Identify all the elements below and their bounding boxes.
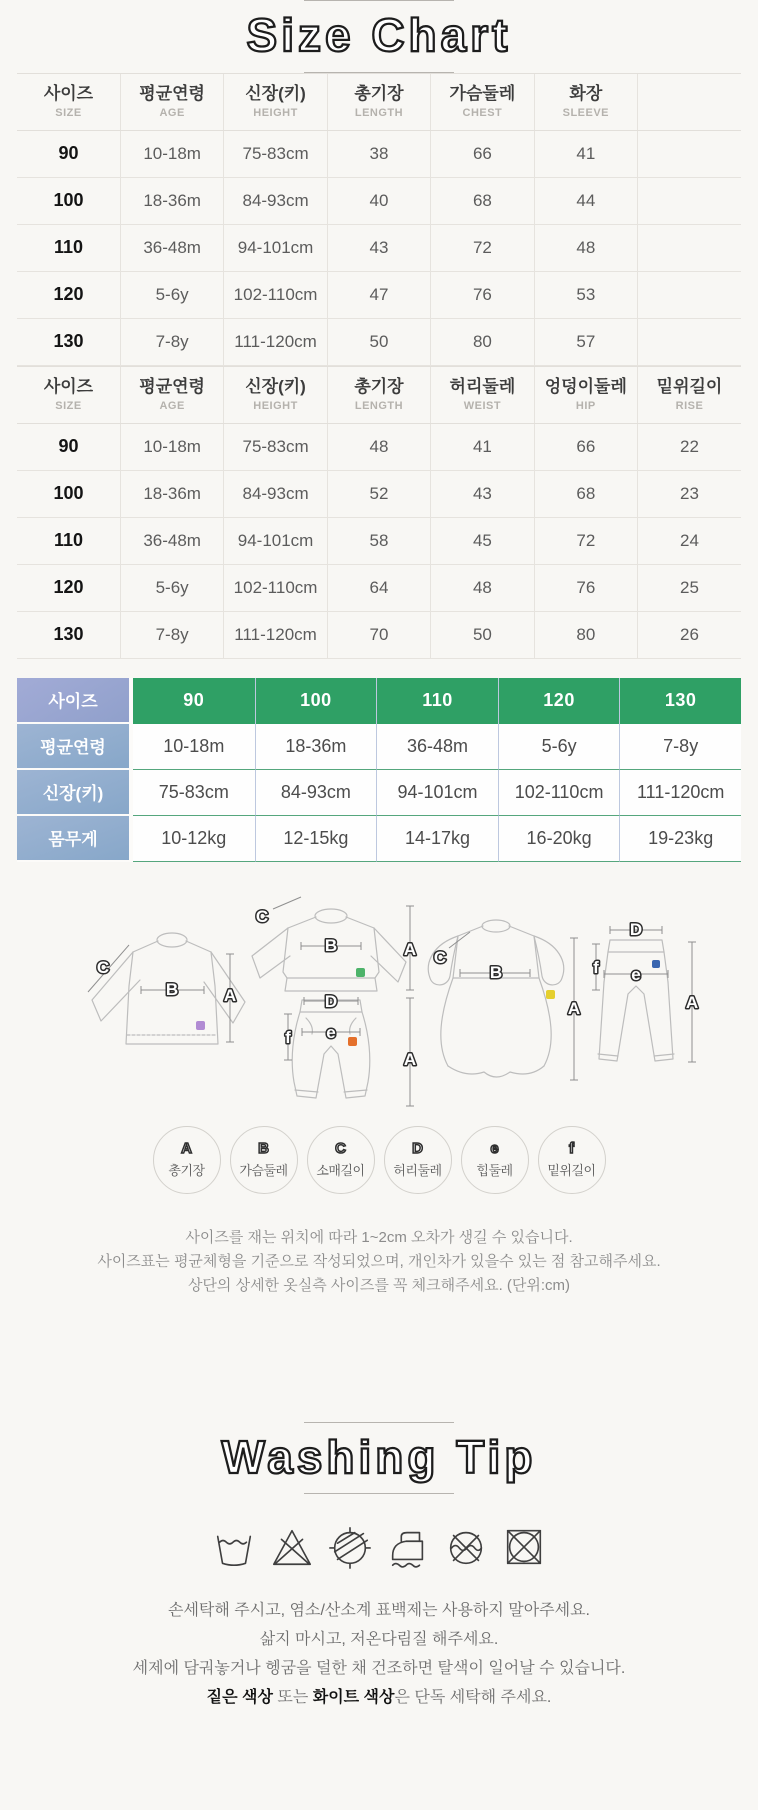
- washing-tip-title: Washing Tip: [221, 1430, 537, 1483]
- cell-size: 100: [17, 177, 120, 224]
- table-row: [17, 224, 741, 271]
- legend-item: [384, 1126, 452, 1194]
- column-header: [431, 366, 534, 423]
- summary-value: 19-23kg: [619, 816, 741, 862]
- legend-letter: D: [412, 1140, 423, 1158]
- summary-value: 10-12kg: [133, 816, 255, 862]
- cell-length: 40: [327, 177, 430, 224]
- table-row: [17, 271, 741, 318]
- cell-sleeve: 57: [534, 318, 637, 365]
- summary-row: [17, 724, 741, 770]
- column-header: [17, 73, 120, 130]
- size-note-line: 사이즈표는 평균체형을 기준으로 작성되었으며, 개인차가 있을수 있는 점 참고해주세요.: [97, 1252, 661, 1270]
- header-en: SIZE: [55, 399, 82, 412]
- cell-age: 5-6y: [120, 564, 223, 611]
- size-table-top: [17, 73, 741, 366]
- washing-note-line: 손세탁해 주시고, 염소/산소계 표백제는 사용하지 말아주세요.: [168, 1602, 590, 1620]
- cell-length: 50: [327, 318, 430, 365]
- legend-item: [153, 1126, 221, 1194]
- summary-value: 36-48m: [376, 724, 498, 770]
- cell-empty: [638, 177, 741, 224]
- header-ko: 화장: [569, 83, 603, 103]
- cell-waist: 45: [431, 517, 534, 564]
- label-e: e: [631, 964, 641, 984]
- cell-sleeve: 53: [534, 271, 637, 318]
- label-b: B: [489, 962, 503, 982]
- dark-color-text: 짙은 색상: [206, 1689, 273, 1707]
- cell-waist: 48: [431, 564, 534, 611]
- column-header: [17, 366, 120, 423]
- cell-length: 38: [327, 130, 430, 177]
- label-a: A: [567, 998, 581, 1018]
- header-en: HEIGHT: [253, 106, 298, 119]
- sweatshirt-patch: [356, 968, 365, 977]
- cell-size: 120: [17, 564, 120, 611]
- label-c: C: [433, 947, 447, 967]
- summary-value: 18-36m: [255, 724, 377, 770]
- summary-size-cell: 130: [619, 678, 741, 724]
- header-ko: 가슴둘레: [449, 83, 516, 103]
- legend-label: 허리둘레: [393, 1163, 442, 1179]
- cell-height: 84-93cm: [224, 470, 327, 517]
- divider: [304, 0, 454, 1]
- cell-size: 100: [17, 470, 120, 517]
- header-ko: 허리둘레: [449, 376, 516, 396]
- cell-height: 102-110cm: [224, 271, 327, 318]
- cell-age: 7-8y: [120, 611, 223, 658]
- no-tumble-dry-icon: [501, 1524, 547, 1570]
- cell-rise: 25: [638, 564, 741, 611]
- measurement-legend: [0, 1126, 758, 1194]
- label-f: f: [593, 957, 599, 977]
- cell-age: 10-18m: [120, 130, 223, 177]
- summary-corner-cell: 사이즈: [17, 678, 133, 724]
- header-en: HIP: [575, 399, 596, 412]
- cell-height: 84-93cm: [224, 177, 327, 224]
- summary-value: 10-18m: [133, 724, 255, 770]
- header-ko: 신장(키): [245, 376, 306, 396]
- washing-note-line: 삶지 마시고, 저온다림질 해주세요.: [259, 1631, 499, 1649]
- do-not-dry-clean-icon: [327, 1524, 373, 1570]
- cell-size: 120: [17, 271, 120, 318]
- dress-drawing: [428, 920, 563, 1077]
- cell-length: 52: [327, 470, 430, 517]
- summary-row-label: 평균연령: [17, 724, 133, 770]
- table-row: [17, 423, 741, 470]
- header-ko: 평균연령: [139, 376, 205, 396]
- cell-chest: 76: [431, 271, 534, 318]
- summary-value: 12-15kg: [255, 816, 377, 862]
- cell-rise: 24: [638, 517, 741, 564]
- header-ko: 총기장: [354, 376, 404, 396]
- leggings-patch: [652, 960, 660, 968]
- cell-height: 111-120cm: [224, 318, 327, 365]
- size-note-line: 사이즈를 재는 위치에 따라 1~2cm 오차가 생길 수 있습니다.: [185, 1228, 573, 1246]
- header-en: RISE: [675, 399, 704, 412]
- label-a: A: [403, 939, 417, 959]
- tail-text: 은 단독 세탁해 주세요.: [394, 1689, 552, 1707]
- cell-length: 64: [327, 564, 430, 611]
- iron-low-icon: [385, 1524, 431, 1570]
- cell-height: 102-110cm: [224, 564, 327, 611]
- label-a: A: [403, 1049, 417, 1069]
- label-b: B: [324, 935, 338, 955]
- summary-row-label: 신장(키): [17, 770, 133, 816]
- cell-size: 90: [17, 130, 120, 177]
- cell-height: 94-101cm: [224, 224, 327, 271]
- garment-measurement-diagram: [0, 874, 758, 1118]
- washing-notes: [0, 1596, 758, 1712]
- cell-age: 5-6y: [120, 271, 223, 318]
- legend-item: [230, 1126, 298, 1194]
- cell-age: 36-48m: [120, 224, 223, 271]
- summary-value: 16-20kg: [498, 816, 620, 862]
- cell-empty: [638, 224, 741, 271]
- header-en: SLEEVE: [562, 106, 610, 119]
- label-e: e: [326, 1022, 336, 1042]
- dress-measure-lines: [449, 932, 581, 1080]
- legend-letter: A: [181, 1140, 192, 1158]
- header-en: WEIST: [463, 399, 502, 412]
- hand-wash-icon: [211, 1524, 257, 1570]
- cell-age: 18-36m: [120, 470, 223, 517]
- size-notes: [0, 1226, 758, 1298]
- cell-waist: 43: [431, 470, 534, 517]
- cell-length: 47: [327, 271, 430, 318]
- cell-sleeve: 48: [534, 224, 637, 271]
- legend-letter: C: [335, 1140, 346, 1158]
- table-row: [17, 177, 741, 224]
- column-header: [327, 73, 430, 130]
- table-row: [17, 470, 741, 517]
- header-ko: 사이즈: [43, 83, 94, 103]
- cell-age: 36-48m: [120, 517, 223, 564]
- cell-waist: 50: [431, 611, 534, 658]
- label-c: C: [96, 957, 110, 977]
- legend-label: 총기장: [168, 1163, 205, 1179]
- header-en: HEIGHT: [253, 399, 298, 412]
- header-en: AGE: [159, 399, 185, 412]
- washing-note-line: 세제에 담궈놓거나 헹굼을 덜한 채 건조하면 탈색이 일어날 수 있습니다.: [132, 1660, 626, 1678]
- cell-size: 130: [17, 318, 120, 365]
- cell-chest: 72: [431, 224, 534, 271]
- legend-item: [461, 1126, 529, 1194]
- summary-size-cell: 100: [255, 678, 377, 724]
- summary-row-label: 몸무게: [17, 816, 133, 862]
- cell-size: 110: [17, 517, 120, 564]
- header-ko: 밑위길이: [656, 376, 723, 396]
- or-text: 또는: [272, 1689, 313, 1707]
- summary-value: 94-101cm: [376, 770, 498, 816]
- table-header-row: [17, 366, 741, 423]
- summary-value: 14-17kg: [376, 816, 498, 862]
- legend-letter: e: [490, 1140, 499, 1158]
- size-summary-table: [17, 678, 741, 862]
- summary-value: 102-110cm: [498, 770, 620, 816]
- cell-rise: 22: [638, 423, 741, 470]
- legend-letter: f: [569, 1140, 574, 1158]
- column-header: [534, 73, 637, 130]
- column-header: [534, 366, 637, 423]
- cell-hip: 80: [534, 611, 637, 658]
- size-chart-title: Size Chart: [246, 9, 512, 61]
- label-b: B: [165, 979, 179, 999]
- summary-size-cell: 120: [498, 678, 620, 724]
- table-row: [17, 517, 741, 564]
- pants-patch: [348, 1037, 357, 1046]
- size-note-line: 상단의 상세한 옷실측 사이즈를 꼭 체크해주세요. (단위:cm): [187, 1276, 571, 1294]
- legend-label: 소매길이: [316, 1163, 365, 1179]
- column-header: [224, 73, 327, 130]
- legend-letter: B: [258, 1140, 269, 1158]
- column-header: [638, 366, 741, 423]
- legend-label: 힙둘레: [476, 1163, 513, 1179]
- table-row: [17, 130, 741, 177]
- cell-sleeve: 41: [534, 130, 637, 177]
- column-header-empty: [638, 73, 741, 130]
- cell-age: 18-36m: [120, 177, 223, 224]
- cell-height: 94-101cm: [224, 517, 327, 564]
- summary-value: 84-93cm: [255, 770, 377, 816]
- header-ko: 평균연령: [139, 83, 205, 103]
- header-ko: 사이즈: [43, 376, 94, 396]
- header-ko: 엉덩이둘레: [544, 376, 627, 396]
- summary-row: [17, 770, 741, 816]
- summary-value: 5-6y: [498, 724, 620, 770]
- column-header: [120, 73, 223, 130]
- cell-waist: 41: [431, 423, 534, 470]
- header-en: SIZE: [55, 106, 82, 119]
- label-d: D: [629, 919, 643, 939]
- summary-size-cell: 110: [376, 678, 498, 724]
- washing-note-line-bold: [0, 1683, 758, 1712]
- divider: [304, 1493, 454, 1494]
- column-header: [327, 366, 430, 423]
- cell-chest: 80: [431, 318, 534, 365]
- summary-header-row: [17, 678, 741, 724]
- size-chart-header: [0, 0, 758, 73]
- legend-label: 밑위길이: [547, 1163, 596, 1179]
- cell-empty: [638, 130, 741, 177]
- summary-value: 7-8y: [619, 724, 741, 770]
- cell-rise: 23: [638, 470, 741, 517]
- legend-label: 가슴둘레: [239, 1163, 288, 1179]
- leggings-drawing: [598, 940, 674, 1061]
- cell-length: 58: [327, 517, 430, 564]
- label-a: A: [223, 985, 237, 1005]
- no-bleach-icon: [269, 1524, 315, 1570]
- legend-item: [307, 1126, 375, 1194]
- cell-sleeve: 44: [534, 177, 637, 224]
- cell-length: 43: [327, 224, 430, 271]
- cell-age: 10-18m: [120, 423, 223, 470]
- summary-value: 111-120cm: [619, 770, 741, 816]
- cell-height: 111-120cm: [224, 611, 327, 658]
- label-c: C: [255, 906, 269, 926]
- cell-size: 90: [17, 423, 120, 470]
- header-en: AGE: [159, 106, 185, 119]
- column-header: [431, 73, 534, 130]
- cell-hip: 72: [534, 517, 637, 564]
- label-f: f: [285, 1027, 291, 1047]
- cell-age: 7-8y: [120, 318, 223, 365]
- table-header-row: [17, 73, 741, 130]
- table-row: [17, 564, 741, 611]
- label-d: D: [324, 991, 338, 1011]
- no-wring-icon: [443, 1524, 489, 1570]
- header-en: LENGTH: [354, 399, 404, 412]
- summary-size-cell: 90: [133, 678, 255, 724]
- dress-patch: [546, 990, 555, 999]
- cell-chest: 68: [431, 177, 534, 224]
- cell-length: 70: [327, 611, 430, 658]
- cell-empty: [638, 271, 741, 318]
- header-en: CHEST: [462, 106, 503, 119]
- care-icons-row: [0, 1524, 758, 1570]
- cell-height: 75-83cm: [224, 130, 327, 177]
- column-header: [224, 366, 327, 423]
- size-table-bottom: [17, 366, 741, 659]
- cell-hip: 68: [534, 470, 637, 517]
- header-ko: 총기장: [354, 83, 404, 103]
- summary-value: 75-83cm: [133, 770, 255, 816]
- cell-length: 48: [327, 423, 430, 470]
- cell-hip: 66: [534, 423, 637, 470]
- table-row: [17, 318, 741, 365]
- header-en: LENGTH: [354, 106, 404, 119]
- divider: [304, 1422, 454, 1423]
- cell-empty: [638, 318, 741, 365]
- header-ko: 신장(키): [245, 83, 306, 103]
- cell-height: 75-83cm: [224, 423, 327, 470]
- column-header: [120, 366, 223, 423]
- cell-size: 130: [17, 611, 120, 658]
- cell-chest: 66: [431, 130, 534, 177]
- table-row: [17, 611, 741, 658]
- white-color-text: 화이트 색상: [312, 1689, 395, 1707]
- tshirt-patch: [196, 1021, 205, 1030]
- label-a: A: [685, 992, 699, 1012]
- summary-row: [17, 816, 741, 862]
- sweatset-measure-lines: [273, 897, 417, 1106]
- washing-tip-header: [0, 1422, 758, 1495]
- cell-rise: 26: [638, 611, 741, 658]
- legend-item: [538, 1126, 606, 1194]
- cell-hip: 76: [534, 564, 637, 611]
- cell-size: 110: [17, 224, 120, 271]
